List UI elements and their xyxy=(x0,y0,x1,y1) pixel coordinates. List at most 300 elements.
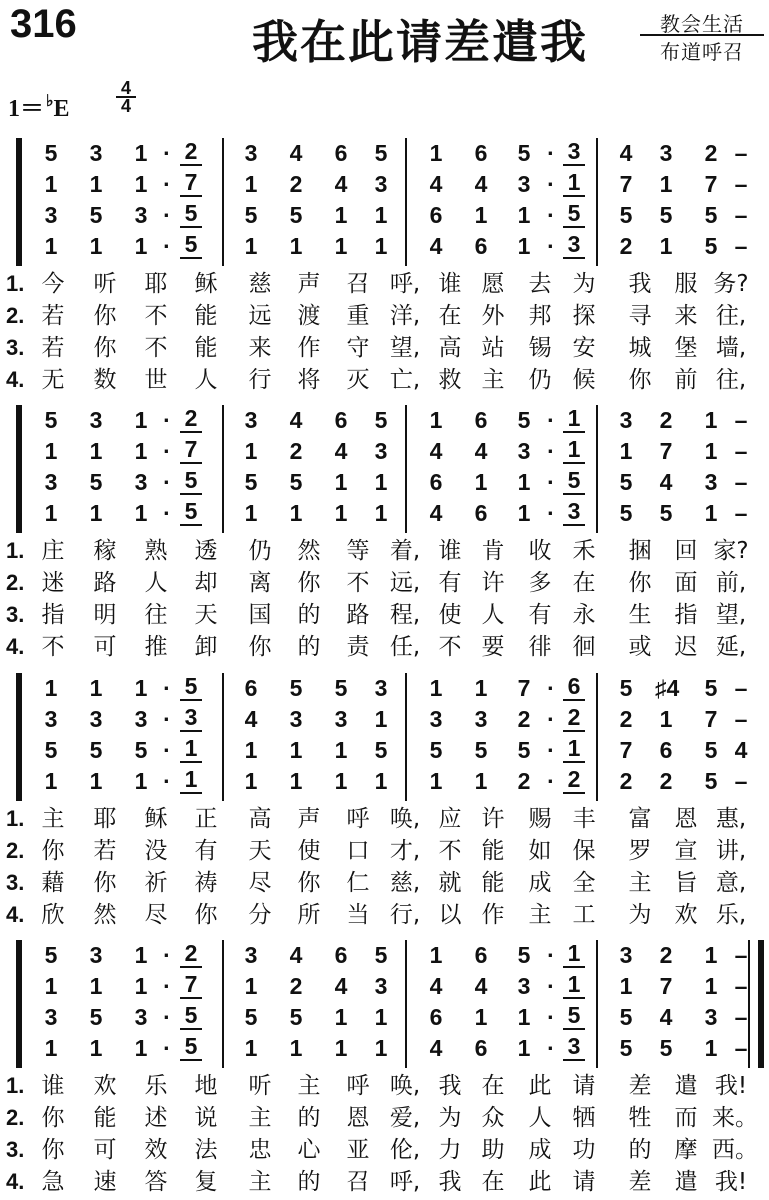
note: 1 xyxy=(374,1004,388,1030)
note: ♯4 xyxy=(655,675,680,701)
note: 4 xyxy=(474,438,488,464)
note: 1 xyxy=(474,469,488,495)
note: 1 xyxy=(44,438,58,464)
note: 2 xyxy=(619,768,633,794)
lyric-syllable: 墙, xyxy=(715,335,747,361)
note: 3 xyxy=(180,704,202,732)
lyric-syllable: 有 xyxy=(438,570,462,596)
lyric-syllable: 你 xyxy=(93,303,117,329)
lyric-syllable: 能 xyxy=(481,838,505,864)
lyric-syllable: 伦, xyxy=(389,1137,421,1163)
note: 1 xyxy=(563,405,585,433)
verse-number: 3. xyxy=(6,870,25,895)
lyric-syllable: 讲, xyxy=(715,838,747,864)
lyric-syllable: 在 xyxy=(481,1073,505,1099)
note: 1 xyxy=(134,768,148,794)
meter-top: 4 xyxy=(120,78,131,98)
lyric-syllable: 祷 xyxy=(194,870,218,896)
verse-number: 4. xyxy=(6,367,25,392)
lyric-syllable: 而 xyxy=(674,1105,698,1131)
note: 2 xyxy=(180,940,202,968)
note: 1 xyxy=(563,971,585,999)
lyric-syllable: 前, xyxy=(715,570,747,596)
note: 1 xyxy=(289,768,303,794)
verse-number: 1. xyxy=(6,806,25,831)
dot-mark: · xyxy=(163,500,171,526)
dot-mark: · xyxy=(547,407,555,433)
lyric-syllable: 你 xyxy=(41,1105,65,1131)
lyric-syllable: 全 xyxy=(572,870,596,896)
lyric-syllable: 在 xyxy=(438,303,462,329)
lyric-syllable: 今 xyxy=(41,271,65,297)
lyric-syllable: 若 xyxy=(41,303,65,329)
lyric-syllable: 主 xyxy=(528,902,552,928)
lyric-syllable: 不 xyxy=(346,570,370,596)
verse-number: 1. xyxy=(6,271,25,296)
note: 5 xyxy=(289,202,303,228)
note: 1 xyxy=(429,140,443,166)
note: 1 xyxy=(563,735,585,763)
lyric-syllable: 候 xyxy=(572,367,596,393)
dot-mark: · xyxy=(163,140,171,166)
voice-row-4 xyxy=(0,1033,769,1063)
note: 2 xyxy=(659,942,673,968)
note: 1 xyxy=(244,438,258,464)
voice-row-2 xyxy=(0,169,769,199)
lyric-syllable: 就 xyxy=(438,870,462,896)
lyric-syllable: 人 xyxy=(194,367,218,393)
lyric-syllable: 助 xyxy=(481,1137,505,1163)
dot-mark: · xyxy=(163,737,171,763)
note: 5 xyxy=(180,1002,202,1030)
lyric-syllable: 卸 xyxy=(194,634,218,660)
dot-mark: · xyxy=(163,1035,171,1061)
note: 7 xyxy=(180,169,202,197)
note: 7 xyxy=(704,706,718,732)
note: 5 xyxy=(89,469,103,495)
lyric-syllable: 肯 xyxy=(481,538,505,564)
note: 6 xyxy=(334,140,348,166)
lyric-syllable: 此 xyxy=(528,1169,552,1195)
note: 2 xyxy=(180,138,202,166)
lyric-syllable: 安 xyxy=(572,335,596,361)
note: 1 xyxy=(89,171,103,197)
note: 3 xyxy=(659,140,673,166)
note: 4 xyxy=(334,171,348,197)
note: 1 xyxy=(89,438,103,464)
lyric-syllable: 丰 xyxy=(572,806,596,832)
lyric-syllable: 尽 xyxy=(248,870,272,896)
lyric-syllable: 工 xyxy=(572,902,596,928)
lyric-syllable: 主 xyxy=(628,870,652,896)
lyric-syllable: 前 xyxy=(674,367,698,393)
lyric-syllable: 无 xyxy=(41,367,65,393)
note: 5 xyxy=(180,673,202,701)
note: 3 xyxy=(134,202,148,228)
dash-mark: – xyxy=(734,233,748,259)
lyric-syllable: 声 xyxy=(297,806,321,832)
note: 5 xyxy=(89,202,103,228)
lyric-syllable: 指 xyxy=(41,602,65,628)
lyric-syllable: 稼 xyxy=(93,538,117,564)
note: 5 xyxy=(180,200,202,228)
note: 1 xyxy=(134,500,148,526)
note: 5 xyxy=(180,231,202,259)
dot-mark: · xyxy=(547,438,555,464)
lyric-syllable: 在 xyxy=(481,1169,505,1195)
note: 1 xyxy=(44,171,58,197)
note: 1 xyxy=(374,706,388,732)
lyric-syllable: 耶 xyxy=(93,806,117,832)
dot-mark: · xyxy=(547,1004,555,1030)
note: 1 xyxy=(134,140,148,166)
note: 1 xyxy=(517,500,531,526)
lyric-syllable: 欣 xyxy=(41,902,65,928)
note: 1 xyxy=(474,675,488,701)
dot-mark: · xyxy=(547,675,555,701)
key-prefix: 1＝ xyxy=(8,96,44,122)
dash-mark: – xyxy=(734,675,748,701)
note: 5 xyxy=(180,498,202,526)
note: 1 xyxy=(244,768,258,794)
lyric-syllable: 你 xyxy=(41,1137,65,1163)
lyric-syllable: 答 xyxy=(144,1169,168,1195)
lyric-syllable: 藉 xyxy=(41,870,65,896)
note: 3 xyxy=(704,469,718,495)
note: 7 xyxy=(659,973,673,999)
note: 3 xyxy=(134,469,148,495)
note: 3 xyxy=(244,140,258,166)
note: 3 xyxy=(374,675,388,701)
lyric-syllable: 谁 xyxy=(438,271,462,297)
lyric-syllable: 有 xyxy=(194,838,218,864)
note: 1 xyxy=(659,171,673,197)
note: 1 xyxy=(244,500,258,526)
note: 5 xyxy=(289,675,303,701)
lyric-syllable: 恩 xyxy=(346,1105,370,1131)
lyric-syllable: 差 xyxy=(628,1169,652,1195)
dot-mark: · xyxy=(547,233,555,259)
dash-mark: – xyxy=(734,140,748,166)
lyric-syllable: 我! xyxy=(714,1073,748,1099)
lyric-syllable: 行 xyxy=(248,367,272,393)
voice-row-2 xyxy=(0,704,769,734)
lyric-syllable: 面 xyxy=(674,570,698,596)
key-flat: ♭ xyxy=(46,93,54,110)
lyric-syllable: 我! xyxy=(714,1169,748,1195)
note: 7 xyxy=(180,436,202,464)
lyric-syllable: 没 xyxy=(144,838,168,864)
lyric-syllable: 的 xyxy=(628,1137,652,1163)
note: 4 xyxy=(289,140,303,166)
note: 1 xyxy=(704,1035,718,1061)
voice-row-1 xyxy=(0,405,769,435)
dot-mark: · xyxy=(163,768,171,794)
dot-mark: · xyxy=(547,737,555,763)
note: 4 xyxy=(429,500,443,526)
dot-mark: · xyxy=(163,202,171,228)
note: 1 xyxy=(89,233,103,259)
dash-mark: – xyxy=(734,438,748,464)
lyric-syllable: 高 xyxy=(248,806,272,832)
verse-number: 2. xyxy=(6,570,25,595)
lyric-syllable: 主 xyxy=(297,1073,321,1099)
lyric-syllable: 赐 xyxy=(528,806,552,832)
lyric-syllable: 远 xyxy=(248,303,272,329)
lyric-syllable: 外 xyxy=(481,303,505,329)
note: 3 xyxy=(134,706,148,732)
note: 3 xyxy=(244,407,258,433)
lyric-syllable: 仍 xyxy=(528,367,552,393)
note: 6 xyxy=(334,942,348,968)
note: 1 xyxy=(704,942,718,968)
lyric-syllable: 稣 xyxy=(144,806,168,832)
note: 3 xyxy=(89,942,103,968)
verse-number: 4. xyxy=(6,902,25,927)
note: 1 xyxy=(44,675,58,701)
lyric-syllable: 为 xyxy=(438,1105,462,1131)
note: 1 xyxy=(334,737,348,763)
lyric-syllable: 延, xyxy=(715,634,747,660)
lyric-syllable: 能 xyxy=(194,303,218,329)
lyric-syllable: 天 xyxy=(248,838,272,864)
note: 1 xyxy=(289,233,303,259)
lyric-syllable: 富 xyxy=(628,806,652,832)
note: 7 xyxy=(180,971,202,999)
lyric-syllable: 唤, xyxy=(389,1073,421,1099)
lyric-syllable: 慈 xyxy=(248,271,272,297)
lyric-syllable: 使 xyxy=(297,838,321,864)
note: 2 xyxy=(704,140,718,166)
lyric-syllable: 仍 xyxy=(248,538,272,564)
dash-mark: – xyxy=(734,407,748,433)
dash-mark: – xyxy=(734,500,748,526)
category-bottom: 布道呼召 xyxy=(660,40,744,64)
lyric-syllable: 务? xyxy=(713,271,749,297)
lyric-syllable: 你 xyxy=(93,335,117,361)
lyric-syllable: 却 xyxy=(194,570,218,596)
lyric-syllable: 我 xyxy=(628,271,652,297)
note: 1 xyxy=(517,469,531,495)
dash-mark: – xyxy=(734,1004,748,1030)
dot-mark: · xyxy=(547,973,555,999)
note: 5 xyxy=(659,202,673,228)
note: 5 xyxy=(134,737,148,763)
note: 6 xyxy=(334,407,348,433)
lyric-syllable: 作 xyxy=(481,902,505,928)
lyric-syllable: 主 xyxy=(248,1169,272,1195)
voice-row-4 xyxy=(0,766,769,796)
lyric-syllable: 声 xyxy=(297,271,321,297)
note: 1 xyxy=(89,500,103,526)
note: 5 xyxy=(704,768,718,794)
time-signature xyxy=(116,80,136,114)
lyric-syllable: 收 xyxy=(528,538,552,564)
note: 5 xyxy=(374,737,388,763)
lyric-syllable: 主 xyxy=(481,367,505,393)
voice-row-1 xyxy=(0,673,769,703)
lyric-syllable: 以 xyxy=(438,902,462,928)
note: 1 xyxy=(244,973,258,999)
lyric-syllable: 天 xyxy=(194,602,218,628)
note: 2 xyxy=(180,405,202,433)
lyric-syllable: 守 xyxy=(346,335,370,361)
note: 1 xyxy=(334,1004,348,1030)
lyric-syllable: 口 xyxy=(346,838,370,864)
lyric-syllable: 所 xyxy=(297,902,321,928)
lyric-syllable: 召 xyxy=(346,1169,370,1195)
voice-row-2 xyxy=(0,971,769,1001)
note: 5 xyxy=(289,1004,303,1030)
note: 2 xyxy=(289,973,303,999)
note: 5 xyxy=(659,1035,673,1061)
lyric-line-2 xyxy=(0,835,769,867)
lyric-syllable: 许 xyxy=(481,570,505,596)
lyric-syllable: 寻 xyxy=(628,303,652,329)
lyric-syllable: 永 xyxy=(572,602,596,628)
lyric-syllable: 在 xyxy=(572,570,596,596)
lyric-syllable: 或 xyxy=(628,634,652,660)
note: 1 xyxy=(44,768,58,794)
note: 1 xyxy=(134,233,148,259)
note: 1 xyxy=(659,706,673,732)
note: 1 xyxy=(244,233,258,259)
dot-mark: · xyxy=(547,500,555,526)
note: 1 xyxy=(374,500,388,526)
note: 1 xyxy=(134,942,148,968)
note: 5 xyxy=(89,1004,103,1030)
note: 6 xyxy=(474,407,488,433)
note: 5 xyxy=(619,675,633,701)
voice-row-3 xyxy=(0,735,769,765)
note: 5 xyxy=(89,737,103,763)
lyric-syllable: 西。 xyxy=(712,1137,758,1163)
lyric-syllable: 呼 xyxy=(346,806,370,832)
note: 1 xyxy=(517,202,531,228)
meter-bottom: 4 xyxy=(120,96,131,116)
note: 7 xyxy=(517,675,531,701)
note: 4 xyxy=(429,973,443,999)
note: 3 xyxy=(89,407,103,433)
note: 3 xyxy=(44,469,58,495)
lyric-syllable: 可 xyxy=(93,1137,117,1163)
note: 2 xyxy=(619,706,633,732)
note: 4 xyxy=(289,407,303,433)
lyric-syllable: 生 xyxy=(628,602,652,628)
lyric-syllable: 请 xyxy=(572,1073,596,1099)
lyric-syllable: 呼, xyxy=(389,271,421,297)
lyric-syllable: 恩 xyxy=(674,806,698,832)
note: 5 xyxy=(334,675,348,701)
note: 6 xyxy=(474,1035,488,1061)
note: 3 xyxy=(517,973,531,999)
lyric-syllable: 城 xyxy=(628,335,652,361)
note: 3 xyxy=(563,498,585,526)
lyric-syllable: 如 xyxy=(528,838,552,864)
lyric-syllable: 请 xyxy=(572,1169,596,1195)
dot-mark: · xyxy=(547,171,555,197)
lyric-line-1 xyxy=(0,1070,769,1102)
note: 5 xyxy=(44,140,58,166)
note: 6 xyxy=(474,942,488,968)
note: 1 xyxy=(563,169,585,197)
lyric-syllable: 才, xyxy=(389,838,421,864)
verse-number: 3. xyxy=(6,335,25,360)
lyric-syllable: 来 xyxy=(248,335,272,361)
lyric-syllable: 正 xyxy=(194,806,218,832)
note: 5 xyxy=(619,469,633,495)
lyric-syllable: 能 xyxy=(194,335,218,361)
lyric-syllable: 不 xyxy=(41,634,65,660)
lyric-syllable: 呼 xyxy=(346,1073,370,1099)
hymn-title: 我在此请差遣我 xyxy=(252,15,588,69)
note: 1 xyxy=(704,438,718,464)
lyric-syllable: 责 xyxy=(346,634,370,660)
lyric-syllable: 心 xyxy=(297,1137,321,1163)
voice-row-3 xyxy=(0,467,769,497)
note: 6 xyxy=(429,1004,443,1030)
lyric-syllable: 邦 xyxy=(528,303,552,329)
note: 1 xyxy=(704,407,718,433)
note: 3 xyxy=(244,942,258,968)
lyric-syllable: 此 xyxy=(528,1073,552,1099)
note: 5 xyxy=(704,202,718,228)
lyric-syllable: 家? xyxy=(713,538,749,564)
note: 5 xyxy=(44,942,58,968)
note: 5 xyxy=(563,467,585,495)
lyric-syllable: 当 xyxy=(346,902,370,928)
lyric-syllable: 熟 xyxy=(144,538,168,564)
lyric-line-2 xyxy=(0,1102,769,1134)
note: 6 xyxy=(474,233,488,259)
dash-mark: – xyxy=(734,202,748,228)
voice-row-2 xyxy=(0,436,769,466)
lyric-syllable: 站 xyxy=(481,335,505,361)
note: 1 xyxy=(517,1035,531,1061)
note: 5 xyxy=(704,737,718,763)
note: 5 xyxy=(619,202,633,228)
note: 1 xyxy=(517,233,531,259)
note: 3 xyxy=(334,706,348,732)
note: 4 xyxy=(289,942,303,968)
lyric-syllable: 将 xyxy=(297,367,321,393)
note: 5 xyxy=(374,140,388,166)
lyric-syllable: 主 xyxy=(41,806,65,832)
note: 1 xyxy=(704,500,718,526)
note: 4 xyxy=(334,438,348,464)
verse-number: 1. xyxy=(6,538,25,563)
note: 3 xyxy=(563,138,585,166)
note: 1 xyxy=(619,438,633,464)
lyric-syllable: 乐, xyxy=(715,902,747,928)
lyric-syllable: 回 xyxy=(674,538,698,564)
lyric-syllable: 路 xyxy=(346,602,370,628)
lyric-syllable: 庄 xyxy=(41,538,65,564)
lyric-syllable: 若 xyxy=(93,838,117,864)
lyric-syllable: 应 xyxy=(438,806,462,832)
verse-number: 3. xyxy=(6,602,25,627)
lyric-syllable: 使 xyxy=(438,602,462,628)
lyric-syllable: 重 xyxy=(346,303,370,329)
dot-mark: · xyxy=(163,438,171,464)
note: 1 xyxy=(374,469,388,495)
lyric-syllable: 分 xyxy=(248,902,272,928)
dot-mark: · xyxy=(547,469,555,495)
voice-row-1 xyxy=(0,940,769,970)
note: 5 xyxy=(619,500,633,526)
note: 1 xyxy=(334,233,348,259)
note: 2 xyxy=(289,171,303,197)
